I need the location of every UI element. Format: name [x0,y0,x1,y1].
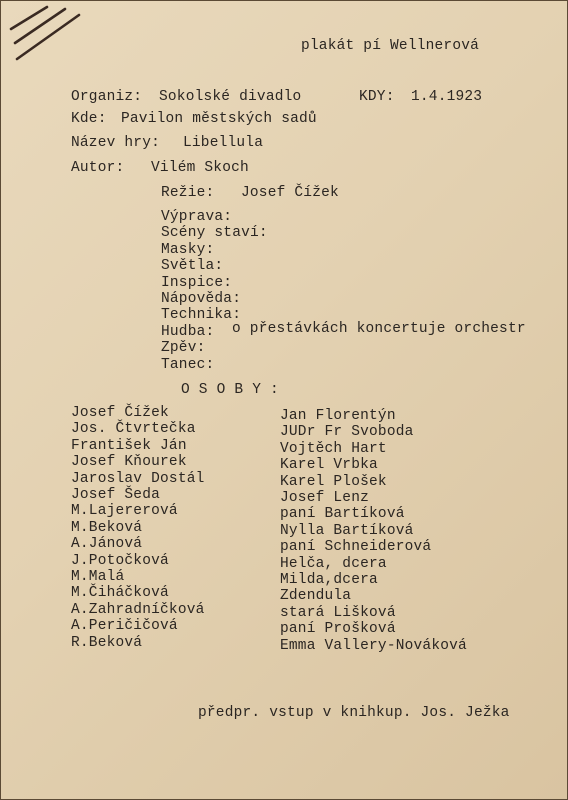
role-name: Emma Vallery-Nováková [280,637,467,654]
poster-note: plakát pí Wellnerová [301,38,480,54]
actor-name: A.Jánová [71,536,143,553]
actor-name: A.Zahradníčková [71,601,205,618]
director-label: Režie: [161,185,215,201]
actor-name: J.Potočková [71,552,169,569]
cast-heading: O S O B Y : [181,382,279,398]
role-name: Nylla Bartíková [280,522,414,539]
role-name: Karel Vrbka [280,457,378,474]
role-name: Milda,dcera [280,572,378,589]
crew-scenery: Výprava: [161,209,233,225]
music-note: o přestávkách koncertuje orchestr [232,321,526,337]
role-name: paní Prošková [280,621,396,638]
venue-label: Kde: [71,111,107,127]
role-name: Josef Lenz [280,490,370,507]
crew-inspice: Inspice: [161,274,233,291]
crew-technika: Technika: [161,307,242,324]
title-value: Libellula [183,135,264,151]
actor-name: A.Peričičová [71,618,178,635]
role-name: Jan Florentýn [280,408,396,424]
role-name: JUDr Fr Svoboda [280,424,414,441]
date-label: KDY: [359,89,395,105]
role-name: paní Bartíková [280,506,405,523]
title-label: Název hry: [71,135,161,151]
organizer-value: Sokolské divadlo [159,89,302,105]
author-label: Autor: [71,160,125,176]
crew-list [161,209,268,373]
crew-music: Hudba: [161,323,215,340]
director-value: Josef Čížek [241,185,339,201]
venue-value: Pavilon městských sadů [121,111,317,127]
actor-name: Jaroslav Dostál [71,470,205,487]
crew-dance: Tanec: [161,356,215,373]
actor-name: M.Beková [71,519,143,536]
pen-strokes [7,3,87,67]
role-name: Zdendula [280,588,352,605]
actor-name: František Ján [71,437,187,454]
actor-name: Josef Čížek [71,405,169,421]
crew-singing: Zpěv: [161,340,206,357]
crew-prompter: Nápověda: [161,291,242,308]
actor-name: M.Čiháčková [71,585,169,602]
actor-name: M.Malá [71,569,125,586]
role-name: stará Lišková [280,604,396,621]
actor-name: Josef Šeda [71,487,161,504]
crew-masks: Masky: [161,241,215,258]
presale-note: předpr. vstup v knihkup. Jos. Ježka [198,705,510,721]
crew-set-builder: Scény staví: [161,225,268,242]
role-name: Karel Plošek [280,473,387,490]
role-name: Helča, dcera [280,555,387,572]
actor-name: Josef Kňourek [71,454,187,471]
organizer-label: Organiz: [71,89,143,105]
crew-lights: Světla: [161,258,224,275]
actor-name: R.Beková [71,634,143,651]
date-value: 1.4.1923 [411,89,483,105]
author-value: Vilém Skoch [151,160,249,176]
actor-name: M.Lajererová [71,503,178,520]
role-name: Vojtěch Hart [280,440,387,457]
actor-name: Jos. Čtvrtečka [71,421,196,438]
role-name: paní Schneiderová [280,539,432,556]
roles-list [280,408,467,654]
actors-list [71,405,205,651]
